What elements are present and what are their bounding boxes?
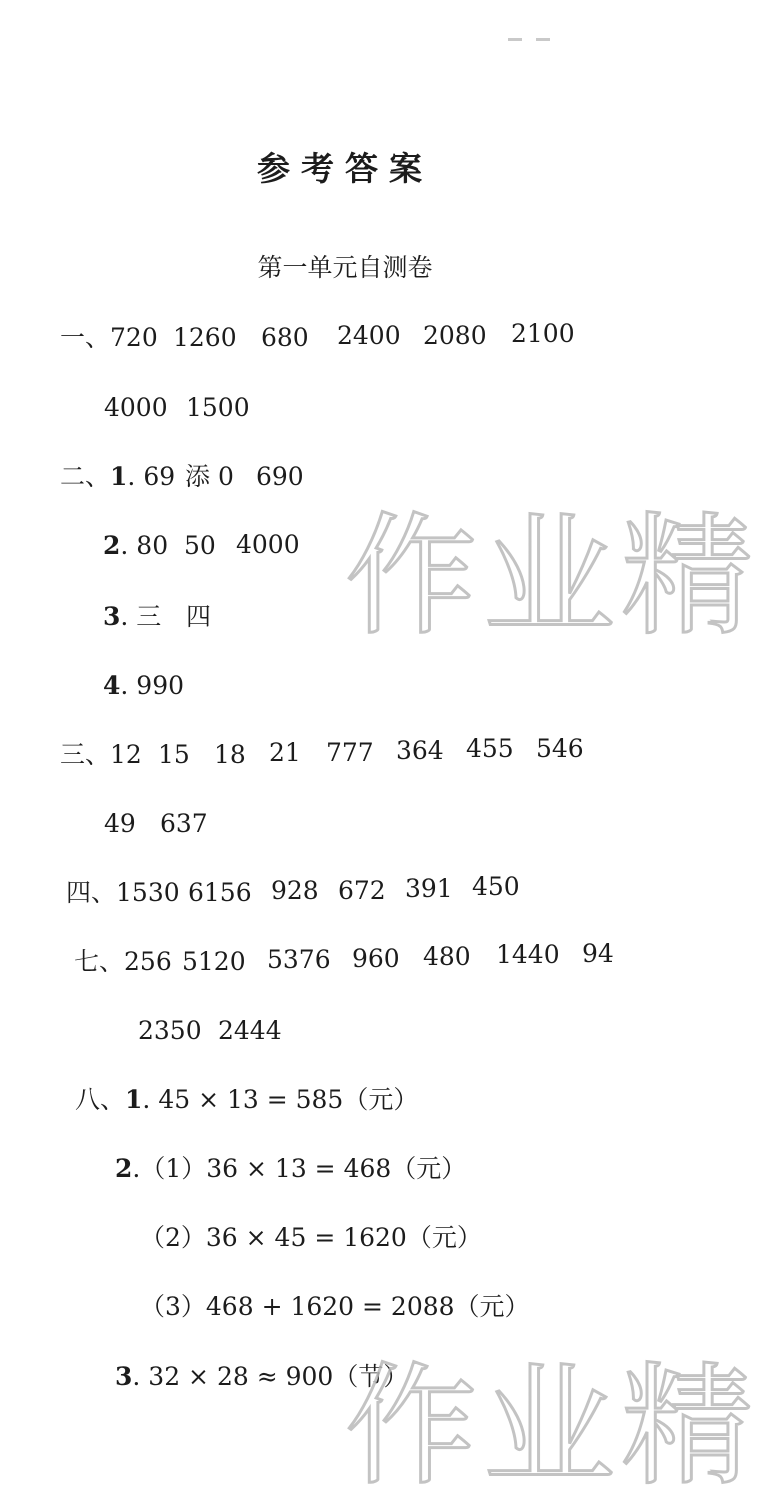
page-title: 参考答案 [257, 149, 433, 188]
answer-value: 928 [271, 876, 319, 905]
q4-line1 [66, 875, 180, 911]
item-number: 3 [115, 1362, 133, 1391]
answer-text: . 80 [120, 531, 169, 560]
answer-value: 50 [184, 531, 216, 560]
answer-value: 2080 [423, 321, 487, 350]
q2-item3 [103, 599, 161, 635]
q3-label: 三、 [60, 740, 111, 769]
answer-text: （3）468 + 1620 = 2088（元） [140, 1292, 530, 1321]
answer-value: 2400 [337, 321, 401, 350]
item-number: 2 [103, 531, 121, 560]
answer-value: 94 [582, 939, 614, 968]
answer-value: 2100 [511, 319, 575, 348]
answer-value: 5376 [267, 945, 331, 974]
q4-label: 四、 [66, 878, 117, 907]
answer-value: 690 [256, 462, 304, 491]
answer-value: 4000 [104, 393, 168, 422]
answer-value: 49 [104, 809, 136, 838]
q7-label: 七、 [74, 947, 125, 976]
answer-value: 546 [536, 734, 584, 763]
watermark-logo: 作业精 [345, 1350, 759, 1504]
q8-item1 [75, 1082, 418, 1118]
answer-value: 960 [352, 944, 400, 973]
section-subtitle: 第一单元自测卷 [257, 253, 433, 282]
watermark-logo: 作业精 [345, 500, 759, 654]
answer-value: 2350 [138, 1016, 202, 1045]
q1-line1 [60, 320, 158, 356]
q2-item2 [103, 528, 168, 564]
answer-value: 1530 [116, 878, 180, 907]
q2-item1 [60, 459, 175, 495]
answer-text: . 32 × 28 ≈ 900（节） [132, 1362, 409, 1391]
answer-value: 680 [261, 323, 309, 352]
answer-value: 720 [110, 323, 158, 352]
answer-value: 364 [396, 736, 444, 765]
top-edge-mark [508, 26, 568, 30]
answer-text: . 990 [120, 671, 185, 700]
item-number: 2 [115, 1154, 133, 1183]
answer-text: .（1）36 × 13 = 468（元） [132, 1154, 467, 1183]
item-number: 4 [103, 671, 121, 700]
answer-value: 15 [158, 740, 190, 769]
q8-item2 [115, 1151, 466, 1187]
q8-label: 八、 [75, 1085, 126, 1114]
answer-value: 2444 [218, 1016, 282, 1045]
q2-item4 [103, 668, 184, 704]
q3-line1 [60, 737, 142, 773]
answer-value: 455 [466, 734, 514, 763]
answer-value: 5120 [182, 947, 246, 976]
item-number: 3 [103, 602, 121, 631]
answer-value: 添 0 [185, 462, 234, 491]
answer-text: . 69 [127, 462, 176, 491]
answer-value: 4000 [236, 530, 300, 559]
answer-value: 1260 [173, 323, 237, 352]
answer-text: . 45 × 13 = 585（元） [142, 1085, 419, 1114]
answer-value: 480 [423, 942, 471, 971]
item-number: 1 [110, 462, 128, 491]
q7-line1 [74, 944, 172, 980]
q1-label: 一、 [60, 323, 111, 352]
answer-value: 21 [269, 738, 301, 767]
answer-value: 672 [338, 876, 386, 905]
answer-value: 256 [124, 947, 172, 976]
item-number: 1 [125, 1085, 143, 1114]
q2-label: 二、 [60, 462, 111, 491]
answer-value: 18 [214, 740, 246, 769]
answer-value: 450 [472, 872, 520, 901]
answer-value: 1500 [186, 393, 250, 422]
answer-value: 777 [326, 738, 374, 767]
answer-value: 1440 [496, 940, 560, 969]
answer-value: 12 [110, 740, 142, 769]
answer-value: 637 [160, 809, 208, 838]
answer-value: 6156 [188, 878, 252, 907]
answer-value: 391 [405, 874, 453, 903]
answer-text: . 三 [120, 602, 162, 631]
answer-text: （2）36 × 45 = 1620（元） [140, 1223, 482, 1252]
answer-value: 四 [186, 602, 212, 631]
